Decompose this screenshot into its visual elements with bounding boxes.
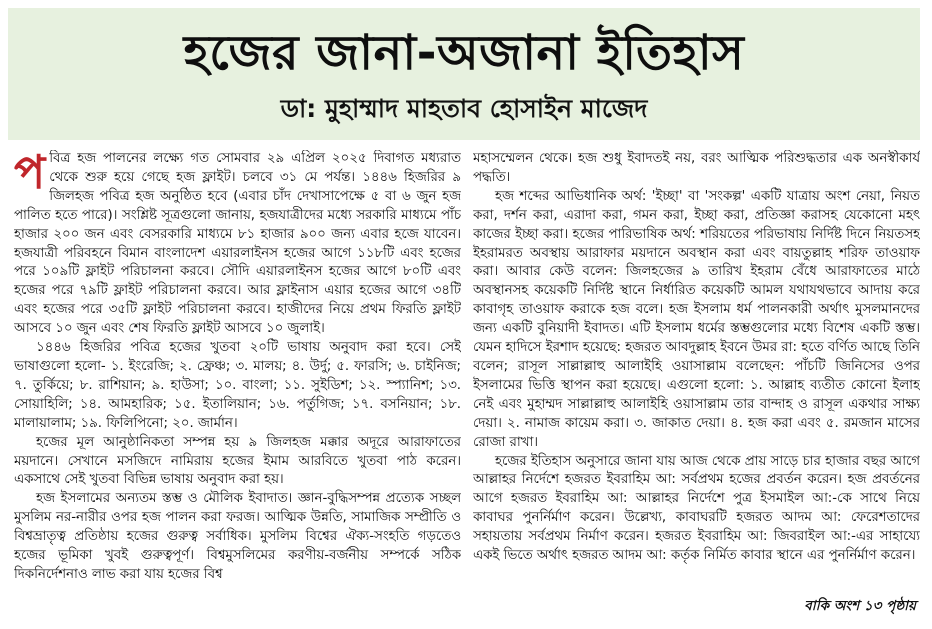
paragraph-text: বিত্র হজ পালনের লক্ষ্যে গত সোমবার ২৯ এপ্রিল ২০২৫ দিবাগত মধ্যরাত থেকে শুরু হয়ে গেছে হজ ফ্লাইট। চলবে ৩১ মে পর্যন্ত। ১৪৪৬ হিজরির ৯ জিলহজ পবিত্র হজ অনুষ্ঠিত হবে (এবার চাঁদ দেখাসাপেক্ষে ৫ বা ৬ জুন হজ পালিত হতে পারে)। সংশ্লিষ্ট সূত্রগুলো জানায়, হজযাত্রীদের মধ্যে সরকারি মাধ্যমে পাঁচ হাজার ২০০ জন এবং বেসরকারি মাধ্যমে ৮১ হাজার ৯০০ জন্য এবার হজে যাবেন। হজযাত্রী পরিবহনে বিমান বাংলাদেশ এয়ারলাইনস হজের আগে ১১৮টি এবং হজের পরে ১০৯টি ফ্লাইট পরিচালনা করবে। সৌদি এয়ারলাইনস হজের আগে ৮০টি এবং হজের পরে ৭৯টি ফ্লাইট পরিচালনা করবে। আর ফ্লাইনাস এয়ার হজের আগে ৩৪টি এবং হজের পরে ৩৫টি ফ্লাইট পরিচালনা করবে। হাজীদের নিয়ে প্রথম ফিরতি ফ্লাইট আসবে ১০ জুন এবং শেষ ফিরতি ফ্লাইট আসবে ১০ জুলাই। [14, 151, 461, 337]
article-title: হজের জানা-অজানা ইতিহাস [183, 25, 745, 81]
article-body [14, 150, 920, 620]
author-byline: ডা: মুহাম্মাদ মাহতাব হোসাইন মাজেদ [280, 94, 648, 123]
column-right [473, 150, 920, 620]
paragraph: হজ ইসলামের অন্যতম স্তম্ভ ও মৌলিক ইবাদাত। জ্ঞান-বুদ্ধিসম্পন্ন প্রত্যেক সচ্ছল মুসলিম নর-নারীর ওপর হজ পালন করা ফরজ। আত্মিক উন্নতি, সামাজিক সম্প্রীতি ও বিশ্বভ্রাতৃত্ব প্রতিষ্ঠায় হজের গুরুত্ব সর্বাধিক। মুসলিম বিশ্বের ঐক্য-সংহতি গড়তেও হজের ভূমিকা খুবই গুরুত্বপূর্ণ। বিশ্বমুসলিমের করণীয়-বর্জনীয় সম্পর্কে সঠিক দিকনির্দেশনাও লাভ করা যায় হজের বিশ্ব [14, 491, 461, 582]
article-header [8, 8, 920, 140]
paragraph: হজের মূল আনুষ্ঠানিকতা সম্পন্ন হয় ৯ জিলহজ মক্কার অদূরে আরাফাতের ময়দানে। সেখানে মসজিদে নামিরায় হজের ইমাম আরবিতে খুতবা পাঠ করেন। একসাথে সেই খুতবা বিভিন্ন ভাষায় অনুবাদ করা হয়। [14, 434, 461, 488]
continued-on-page: বাকি অংশ ১৩ পৃষ্ঠায় [796, 595, 916, 618]
paragraph: হজের ইতিহাস অনুসারে জানা যায় আজ থেকে প্রায় সাড়ে চার হাজার বছর আগে আল্লাহর নির্দেশে হজরত ইবরাহিম আ: সর্বপ্রথম হজের প্রবর্তন করেন। হজ প্রবর্তনের আগে হজরত ইবরাহিম আ: আল্লাহর নির্দেশে পুত্র ইসমাইল আ:-কে সাথে নিয়ে কাবাঘর পুনর্নির্মাণ করেন। উল্লেখ্য, কাবাঘরটি হজরত আদম আ: ফেরেশতাদের সহায়তায় সর্বপ্রথম নির্মাণ করেন। হজরত ইবরাহিম আ: জিবরাইল আ:-এর সাহায্যে একই ভিতে অর্থাৎ হজরত আদম আ: কর্তৃক নির্মিত কাবার স্থানে এর পুনর্নির্মাণ করেন। [473, 453, 920, 564]
paragraph: মহাসম্মেলন থেকে। হজ শুধু ইবাদতই নয়, বরং আত্মিক পরিশুদ্ধতার এক অনস্বীকার্য পদ্ধতি। [473, 151, 920, 185]
paragraph: হজ শব্দের আভিধানিক অর্থ: 'ইচ্ছা' বা 'সংকল্প' একটি যাত্রায় অংশ নেয়া, নিয়ত করা, দর্শন করা, এরাদা করা, গমন করা, ইচ্ছা করা, প্রতিজ্ঞা করাসহ যেকোনো মহৎ কাজের ইচ্ছা করা। হজের পারিভাষিক অর্থ: শরিয়তের পরিভাষায় নির্দিষ্ট দিনে নিয়তসহ ইহরামরত অবস্থায় আরাফার ময়দানে অবস্থান করা এবং বায়তুল্লাহ শরিফ তাওয়াফ করা। আবার কেউ বলেন: জিলহজের ৯ তারিখ ইহরাম বেঁধে আরাফাতের মাঠে অবস্থানসহ কয়েকটি নির্দিষ্ট স্থানে নির্ধারিত কয়েকটি আমল যথাযথভাবে আদায় করে কাবাগৃহ তাওয়াফ করাকে হজ বলে। হজ ইসলাম ধর্ম পালনকারী অর্থাৎ মুসলমানদের জন্য একটি বুনিয়াদী ইবাদত। এটি ইসলাম ধর্মের স্তম্ভগুলোর মধ্যে বিশেষ একটি স্তম্ভ। যেমন হাদিসে ইরশাদ হয়েছে: হজরত আবদুল্লাহ ইবনে উমর রা: হতে বর্ণিত আছে তিনি বলেন; রাসূল সাল্লাল্লাহু আলাইহি ওয়াসাল্লাম বলেছেন: পাঁচটি জিনিসের ওপর ইসলামের ভিত্তি স্থাপন করা হয়েছে। এগুলো হলো: ১. আল্লাহ ব্যতীত কোনো ইলাহ নেই এবং মুহাম্মদ সাল্লাল্লাহু আলাইহি ওয়াসাল্লাম তার বান্দাহ ও রাসূল একথার সাক্ষ্য দেয়া। ২. নামাজ কায়েম করা। ৩. জাকাত দেয়া। ৪. হজ করা এবং ৫. রমজান মাসের রোজা রাখা। [473, 188, 920, 450]
paragraph: ১৪৪৬ হিজরির পবিত্র হজের খুতবা ২০টি ভাষায় অনুবাদ করা হবে। সেই ভাষাগুলো হলো- ১. ইংরেজি; ২. ফ্রেঞ্চ; ৩. মালয়; ৪. উর্দু; ৫. ফারসি; ৬. চাইনিজ; ৭. তুর্কিয়ে; ৮. রাশিয়ান; ৯. হাউসা; ১০. বাংলা; ১১. সুইডিশ; ১২. স্প্যানিশ; ১৩. সোয়াহিলি; ১৪. আমহারিক; ১৫. ইতালিয়ান; ১৬. পর্তুগিজ; ১৭. বসনিয়ান; ১৮. মালায়ালাম; ১৯. ফিলিপিনো; ২০. জার্মান। [14, 340, 461, 431]
paragraph [14, 150, 461, 339]
column-left [14, 150, 461, 620]
drop-cap: প [14, 150, 46, 199]
